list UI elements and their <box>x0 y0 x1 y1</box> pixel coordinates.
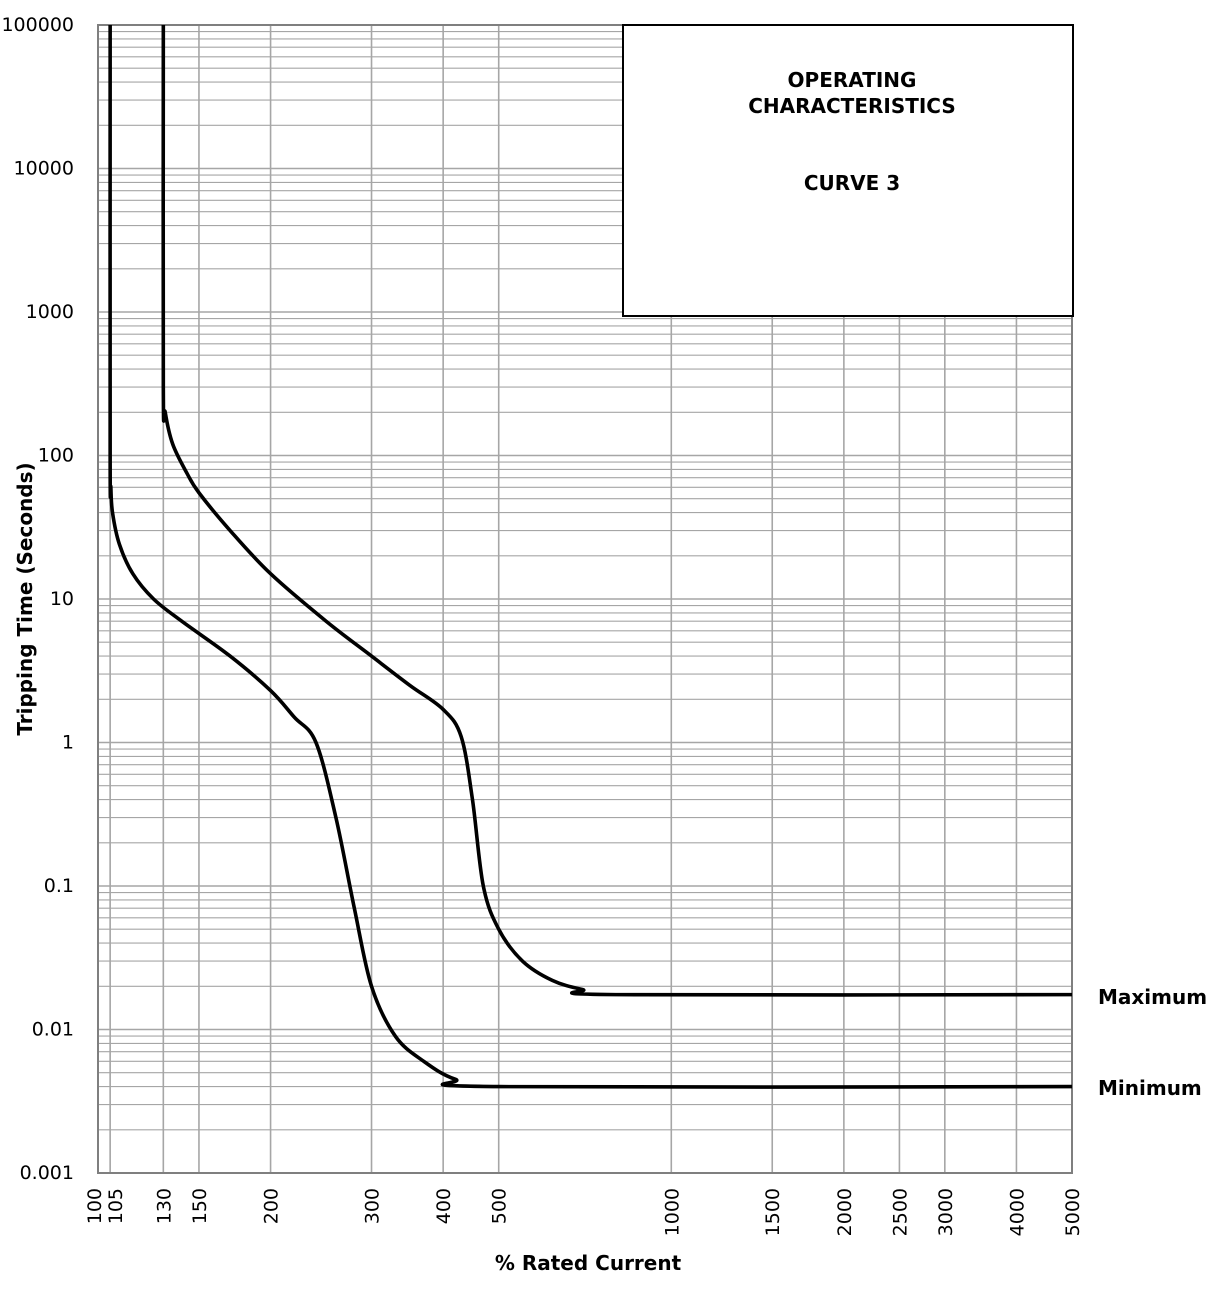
curve-label: CURVE 3 <box>803 171 901 195</box>
series-label-maximum: Maximum <box>1098 985 1208 1009</box>
y-tick-label: 0.1 <box>43 875 74 897</box>
x-tick-label: 1500 <box>762 1188 785 1237</box>
x-tick-label: 4000 <box>1006 1188 1029 1237</box>
y-tick-label: 1 <box>61 731 74 754</box>
title-box <box>623 25 1073 316</box>
x-tick-label: 300 <box>361 1188 384 1225</box>
title-line-1: OPERATING <box>787 68 917 92</box>
x-tick-label: 400 <box>433 1188 456 1225</box>
y-tick-label: 100 <box>37 444 74 467</box>
x-tick-label: 150 <box>188 1188 211 1225</box>
x-tick-label: 130 <box>153 1188 176 1225</box>
y-tick-label: 10000 <box>13 157 74 180</box>
x-tick-label: 5000 <box>1062 1188 1084 1237</box>
x-tick-label: 2000 <box>833 1188 856 1237</box>
x-tick-labels <box>84 1188 1084 1236</box>
x-axis-title: % Rated Current <box>494 1251 682 1275</box>
y-tick-label: 1000 <box>25 301 74 323</box>
title-line-2: CHARACTERISTICS <box>748 94 956 118</box>
x-tick-label: 2500 <box>889 1188 912 1237</box>
y-tick-label: 10 <box>49 588 74 610</box>
x-tick-label: 500 <box>488 1188 511 1225</box>
x-tick-label: 100 <box>84 1188 106 1225</box>
y-tick-label: 0.01 <box>31 1018 74 1041</box>
x-tick-label: 1000 <box>661 1188 684 1237</box>
x-tick-label: 3000 <box>934 1188 957 1237</box>
x-tick-label: 105 <box>105 1188 128 1225</box>
series-label-minimum: Minimum <box>1098 1076 1202 1100</box>
y-tick-label: 100000 <box>1 14 74 36</box>
x-tick-label: 200 <box>260 1188 283 1225</box>
y-axis-title: Tripping Time (Seconds) <box>13 462 37 736</box>
y-tick-label: 0.001 <box>19 1162 74 1184</box>
